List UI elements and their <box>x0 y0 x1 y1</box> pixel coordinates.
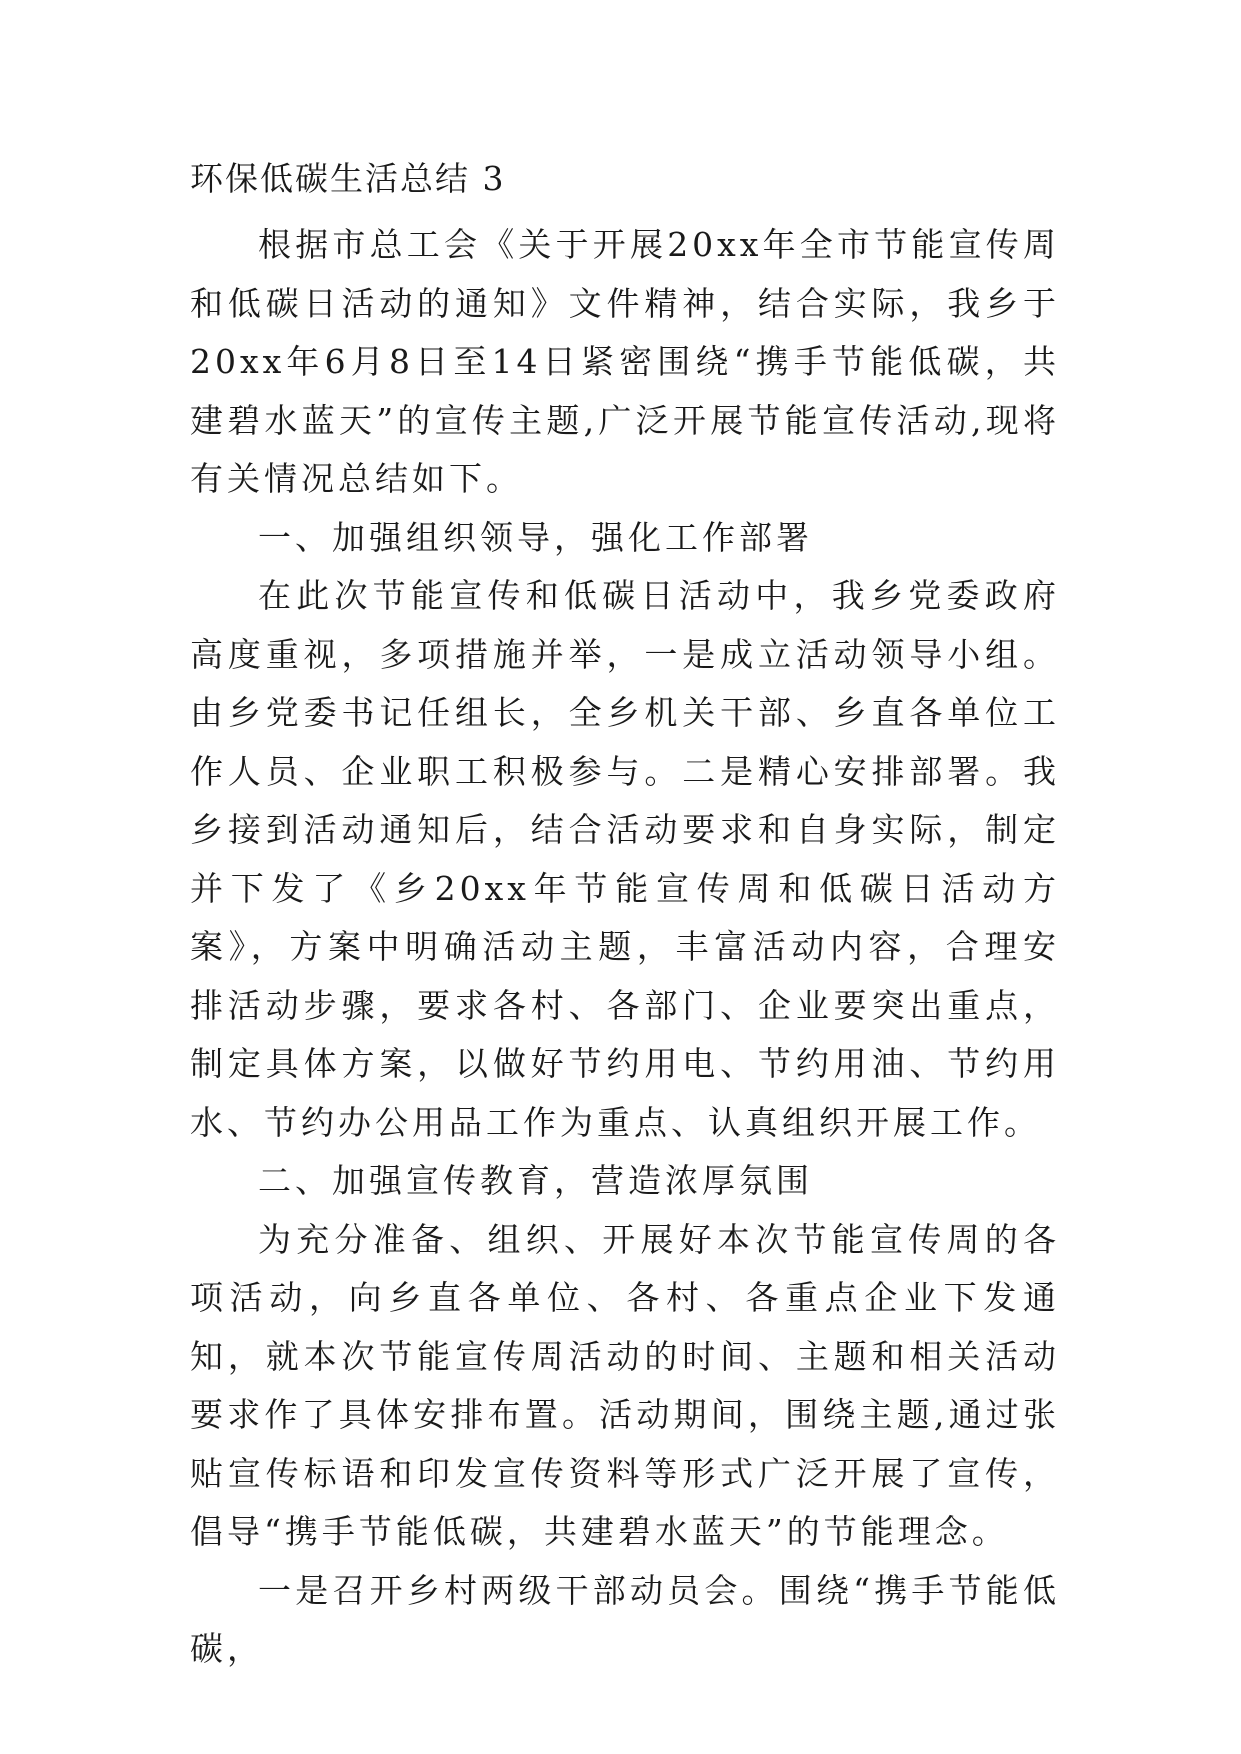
document-body <box>190 216 1060 1679</box>
section-heading-1: 一、加强组织领导，强化工作部署 <box>258 517 813 557</box>
document-page <box>190 150 1060 1679</box>
paragraph-organization: 在此次节能宣传和低碳日活动中，我乡党委政府高度重视，多项措施并举，一是成立活动领导小组。由乡党委书记任组长，全乡机关干部、乡直各单位工作人员、企业职工积极参与。二是精心安排部署。我乡接到活动通知后，结合活动要求和自身实际，制定并下发了《乡20xx年节能宣传周和低碳日活动方案》，方案中明确活动主题，丰富活动内容，合理安排活动步骤，要求各村、各部门、企业要突出重点，制定具体方案，以做好节约用电、节约用油、节约用水、节约办公用品工作为重点、认真组织开展工作。 <box>190 576 1060 1142</box>
paragraph-mobilization: 一是召开乡村两级干部动员会。围绕“携手节能低碳， <box>190 1570 1060 1668</box>
section-heading-2: 二、加强宣传教育，营造浓厚氛围 <box>258 1161 813 1200</box>
document-title: 环保低碳生活总结 3 <box>190 159 506 198</box>
paragraph-publicity: 为充分准备、组织、开展好本次节能宣传周的各项活动，向乡直各单位、各村、各重点企业下发通知，就本次节能宣传周活动的时间、主题和相关活动要求作了具体安排布置。活动期间，围绕主题,通过张贴宣传标语和印发宣传资料等形式广泛开展了宣传，倡导“携手节能低碳，共建碧水蓝天”的节能理念。 <box>190 1219 1060 1551</box>
paragraph-intro: 根据市总工会《关于开展20xx年全市节能宣传周和低碳日活动的通知》文件精神，结合实际，我乡于20xx年6月8日至14日紧密围绕“携手节能低碳，共建碧水蓝天”的宣传主题,广泛开展节能宣传活动,现将有关情况总结如下。 <box>190 225 1060 498</box>
